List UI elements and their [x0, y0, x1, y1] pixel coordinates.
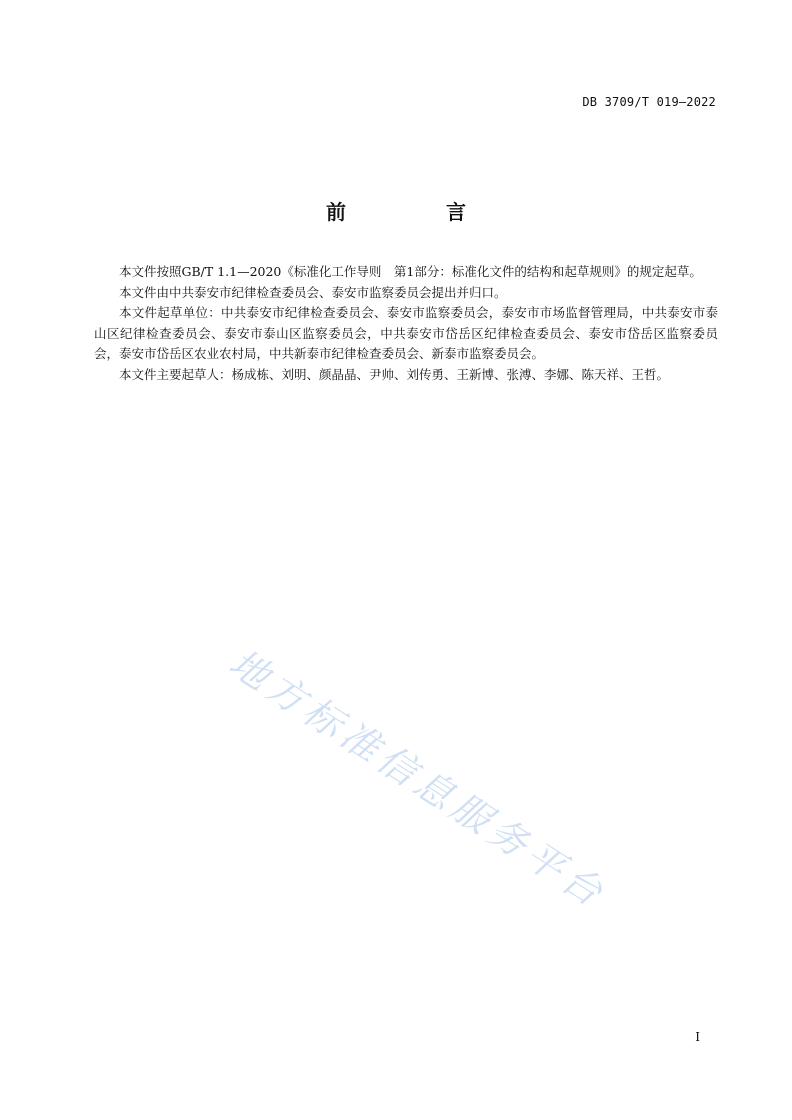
paragraph-proposer: 本文件由中共泰安市纪律检查委员会、泰安市监察委员会提出并归口。 — [119, 284, 507, 300]
paragraph-drafters: 本文件主要起草人：杨成栋、刘明、颜晶晶、尹帅、刘传勇、王新博、张溥、李娜、陈天祥、王哲。 — [119, 366, 670, 382]
page-title: 前 言 — [326, 200, 506, 224]
page-number: I — [695, 1030, 700, 1044]
watermark: 地方标准信息服务平台 — [221, 640, 615, 918]
document-code: DB 3709/T 019—2022 — [582, 95, 716, 109]
paragraph-drafting-basis: 本文件按照GB/T 1.1—2020《标准化工作导则 第1部分：标准化文件的结构和起草规则》的规定起草。 — [119, 264, 702, 279]
paragraph-drafting-units: 本文件起草单位：中共泰安市纪律检查委员会、泰安市监察委员会，泰安市市场监督管理局，中共泰安市泰山区纪律检查委员会、泰安市泰山区监察委员会，中共泰安市岱岳区纪律检查委员会、泰安市岱岳区监察委员会，泰安市岱岳区农业农村局，中共新泰市纪律检查委员会、新泰市监察委员会。 — [94, 305, 718, 361]
foreword-body — [94, 262, 718, 385]
